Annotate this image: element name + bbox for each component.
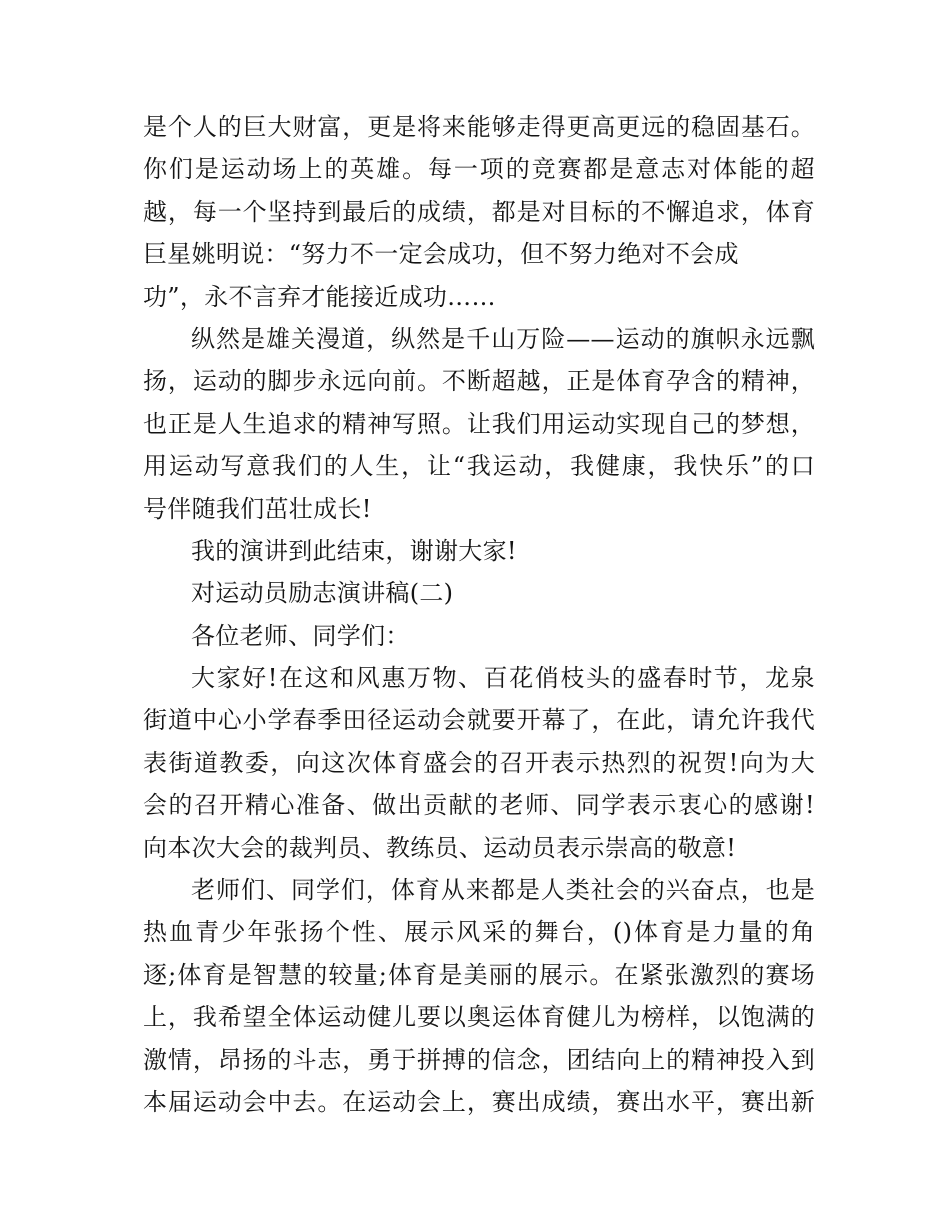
text-line: 功”，永不言弃才能接近成功…… bbox=[143, 282, 496, 311]
text-line: 会的召开精心准备、做出贡献的老师、同学表示衷心的感谢! bbox=[143, 791, 815, 820]
text-line: 逐;体育是智慧的较量;体育是美丽的展示。在紧张激烈的赛场 bbox=[143, 960, 815, 989]
text-line: 上，我希望全体运动健儿要以奥运体育健儿为榜样，以饱满的 bbox=[143, 1003, 815, 1032]
text-line: 是个人的巨大财富，更是将来能够走得更高更远的稳固基石。 bbox=[143, 113, 815, 141]
text-line: 热血青少年张扬个性、展示风采的舞台，()体育是力量的角 bbox=[143, 918, 815, 947]
document-body-text bbox=[143, 106, 815, 1123]
text-line: 也正是人生追求的精神写照。让我们用运动实现自己的梦想， bbox=[143, 409, 815, 438]
text-line: 巨星姚明说：“努力不一定会成功，但不努力绝对不会成 bbox=[143, 240, 739, 269]
text-line: 表街道教委，向这次体育盛会的召开表示热烈的祝贺!向为大 bbox=[143, 748, 815, 777]
text-line: 本届运动会中去。在运动会上，赛出成绩，赛出水平，赛出新 bbox=[143, 1087, 815, 1116]
text-line: 大家好!在这和风惠万物、百花俏枝头的盛春时节，龙泉 bbox=[191, 664, 815, 693]
text-line: 纵然是雄关漫道，纵然是千山万险——运动的旗帜永远飘 bbox=[191, 324, 815, 353]
text-line: 向本次大会的裁判员、教练员、运动员表示崇高的敬意! bbox=[143, 833, 737, 862]
text-line: 越，每一个坚持到最后的成绩，都是对目标的不懈追求，体育 bbox=[143, 197, 815, 226]
text-line: 各位老师、同学们： bbox=[191, 621, 410, 650]
text-line: 街道中心小学春季田径运动会就要开幕了，在此，请允许我代 bbox=[143, 706, 815, 735]
text-line: 号伴随我们茁壮成长! bbox=[143, 494, 372, 523]
text-line: 扬，运动的脚步永远向前。不断超越，正是体育孕含的精神， bbox=[143, 367, 815, 396]
text-line: 用运动写意我们的人生，让“我运动，我健康，我快乐”的口 bbox=[143, 452, 815, 481]
text-line: 老师们、同学们，体育从来都是人类社会的兴奋点，也是 bbox=[191, 876, 815, 905]
text-line: 激情，昂扬的斗志，勇于拼搏的信念，团结向上的精神投入到 bbox=[143, 1045, 815, 1074]
text-line: 我的演讲到此结束，谢谢大家! bbox=[191, 536, 517, 565]
text-line: 你们是运动场上的英雄。每一项的竞赛都是意志对体能的超 bbox=[143, 155, 815, 184]
text-line: 对运动员励志演讲稿(二) bbox=[191, 579, 454, 608]
